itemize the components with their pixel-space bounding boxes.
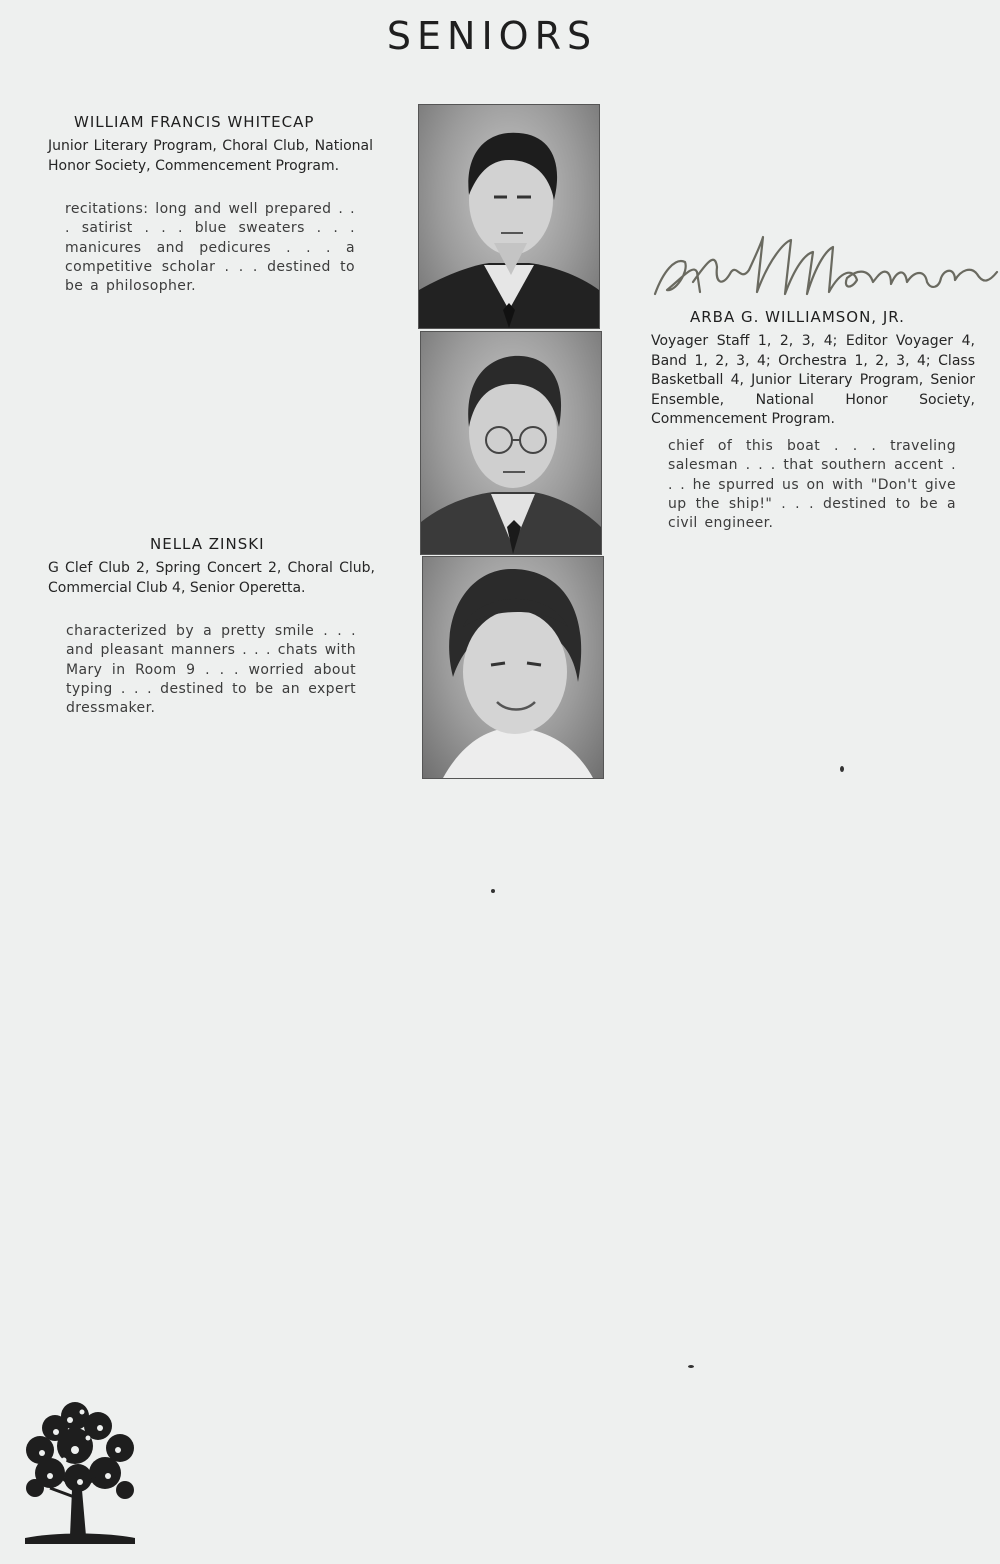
senior-description-williamson: chief of this boat . . . traveling salesman . . . that southern accent . . . he spurred us on with "Don't give up the ship!" . . . destined to be a civil engineer.	[668, 438, 956, 532]
portrait-photo-whitecap	[418, 104, 600, 329]
senior-activities-williamson: Voyager Staff 1, 2, 3, 4; Editor Voyager 4, Band 1, 2, 3, 4; Orchestra 1, 2, 3, 4; Class Basketball 4, Junior Literary Program, Senior Ensemble, National Honor Society, Commencement Program.	[651, 333, 975, 427]
portrait-photo-zinski	[422, 556, 604, 779]
tree-icon	[20, 1398, 140, 1546]
senior-description-whitecap: recitations: long and well prepared . . . satirist . . . blue sweaters . . . manicures and pedicures . . . a competitive scholar . . . destined to be a philosopher.	[65, 201, 355, 295]
senior-name-williamson: ARBA G. WILLIAMSON, JR.	[690, 308, 905, 326]
page-speck	[688, 1365, 694, 1368]
signature-image	[645, 232, 1000, 307]
portrait-photo-williamson	[420, 331, 602, 555]
senior-name-whitecap: WILLIAM FRANCIS WHITECAP	[74, 113, 315, 131]
senior-name-zinski: NELLA ZINSKI	[150, 535, 265, 553]
page-speck	[491, 889, 495, 893]
page-speck	[840, 766, 844, 772]
senior-activities-whitecap: Junior Literary Program, Choral Club, National Honor Society, Commencement Program.	[48, 138, 373, 174]
senior-activities-zinski: G Clef Club 2, Spring Concert 2, Choral Club, Commercial Club 4, Senior Operetta.	[48, 560, 375, 596]
page-title: SENIORS	[386, 14, 598, 58]
senior-description-zinski: characterized by a pretty smile . . . and pleasant manners . . . chats with Mary in Room 9 . . . worried about typing . . . destined to be an expert dressmaker.	[66, 623, 356, 717]
